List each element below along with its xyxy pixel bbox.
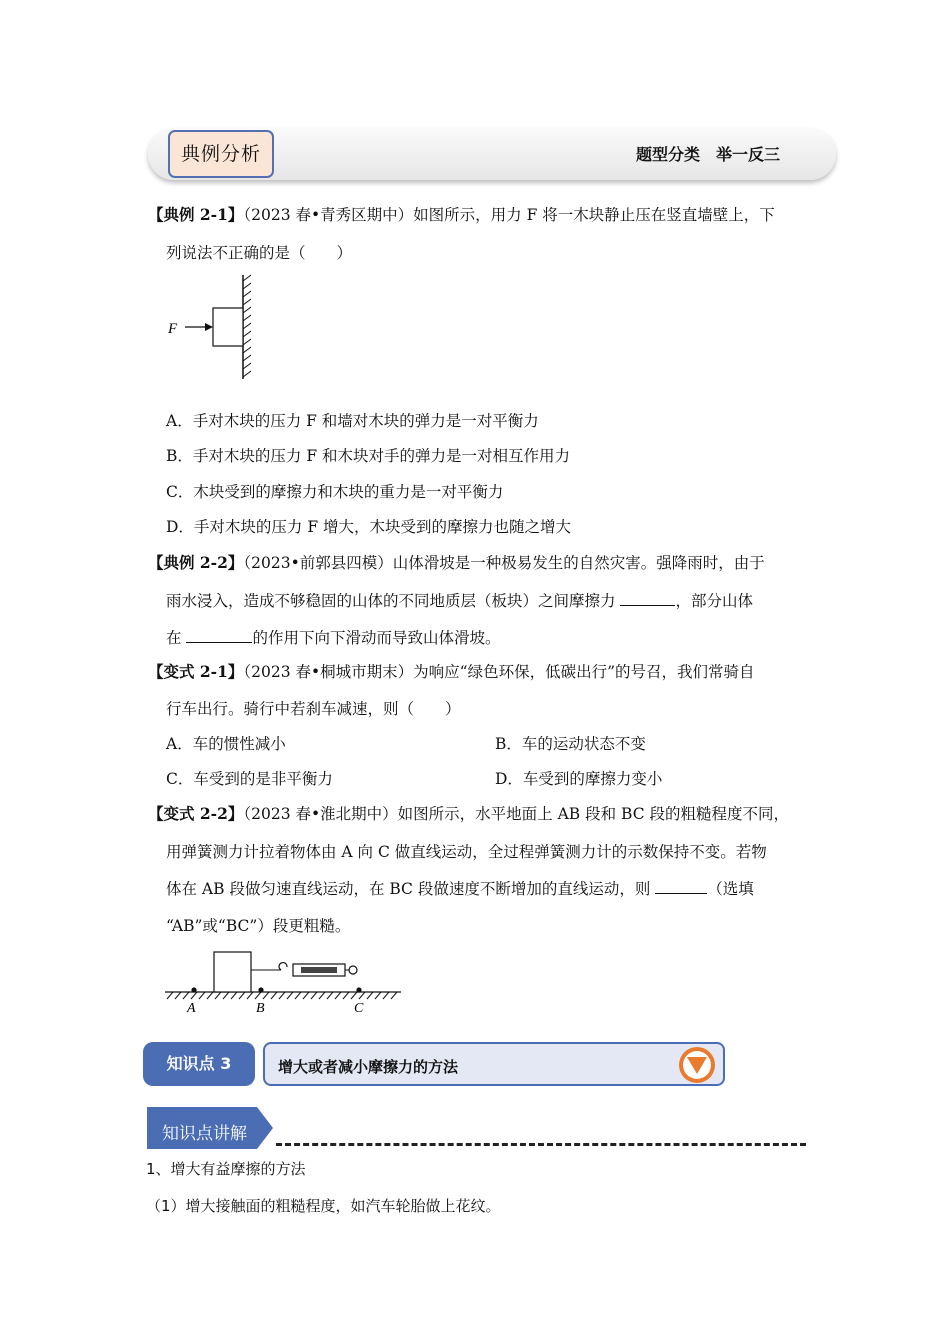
expand-triangle-icon[interactable] [677,1045,717,1085]
ring-icon [349,966,357,974]
option-d: D．车受到的摩擦力变小 [495,770,663,788]
example-2-1-line1 [148,203,775,225]
knowledge-point-title: 增大或者减小摩擦力的方法 [278,1058,459,1076]
option-a: A．手对木块的压力 F 和墙对木块的弹力是一对平衡力 [166,412,539,430]
example-2-2-label: 【典例 2-2】 [148,553,244,572]
point-c [356,987,361,992]
point-b [258,987,263,992]
knowledge-point-tag: 知识点 3 [143,1042,255,1086]
wall-block-figure [165,273,265,381]
answer-blank[interactable] [186,628,252,643]
wall-hatching [243,275,251,377]
example-2-1-line2: 列说法不正确的是（ ） [166,244,353,262]
option-b: B．手对木块的压力 F 和木块对手的弹力是一对相互作用力 [166,447,571,465]
option-d: D．手对木块的压力 F 增大，木块受到的摩擦力也随之增大 [166,518,572,536]
variant-2-2-label: 【变式 2-2】 [148,804,244,823]
example-2-1-text1: （2023 春•青秀区期中）如图所示，用力 F 将一木块静止压在竖直墙壁上，下 [243,206,775,224]
answer-blank[interactable] [655,879,707,894]
option-a: A．车的惯性减小 [166,735,286,753]
method-heading: 1、增大有益摩擦的方法 [146,1160,306,1178]
wood-block [213,308,243,346]
ground-hatching [167,992,397,999]
banner-subtitle: 题型分类 举一反三 [636,145,781,164]
label-c: C [354,1001,364,1016]
sub-tag-label: 知识点讲解 [162,1124,247,1144]
example-2-2-line2: 雨水浸入，造成不够稳固的山体的不同地质层（板块）之间摩擦力 ，部分山体 [166,592,753,610]
example-2-2-line3: 在 的作用下向下滑动而导致山体滑坡。 [166,629,501,647]
force-label: F [168,321,178,337]
answer-blank[interactable] [620,591,675,606]
dashed-divider [276,1143,806,1146]
label-a: A [187,1001,196,1016]
variant-2-1-line2: 行车出行。骑行中若刹车减速，则（ ） [166,700,461,718]
label-b: B [256,1001,265,1016]
object-block [214,952,251,992]
banner-tag: 典例分析 [168,130,274,178]
method-item: （1）增大接触面的粗糙程度，如汽车轮胎做上花纹。 [146,1197,501,1215]
option-b: B．车的运动状态不变 [495,735,646,753]
variant-2-1-label: 【变式 2-1】 [148,662,244,681]
point-a [191,987,196,992]
example-2-2-line1: 【典例 2-2】（2023•前郭县四模）山体滑坡是一种极易发生的自然灾害。强降雨时，由于 [148,553,765,572]
variant-2-2-line4: “AB”或“BC”）段更粗糙。 [166,917,351,935]
option-c: C．车受到的是非平衡力 [166,770,333,788]
hook-icon [279,963,287,970]
spring-scale-figure [163,944,405,1016]
option-c: C．木块受到的摩擦力和木块的重力是一对平衡力 [166,483,504,501]
example-2-1-label: 【典例 2-1】 [148,205,244,224]
variant-2-2-line2: 用弹簧测力计拉着物体由 A 向 C 做直线运动，全过程弹簧测力计的示数保持不变。若物 [166,843,767,861]
variant-2-2-line1: 【变式 2-2】（2023 春•淮北期中）如图所示，水平地面上 AB 段和 BC 段的粗糙程度不同， [148,804,790,823]
variant-2-2-line3: 体在 AB 段做匀速直线运动，在 BC 段做速度不断增加的直线运动，则 （选填 [166,880,754,898]
variant-2-1-line1: 【变式 2-1】（2023 春•桐城市期末）为响应“绿色环保，低碳出行”的号召，我们常骑自 [148,662,755,681]
